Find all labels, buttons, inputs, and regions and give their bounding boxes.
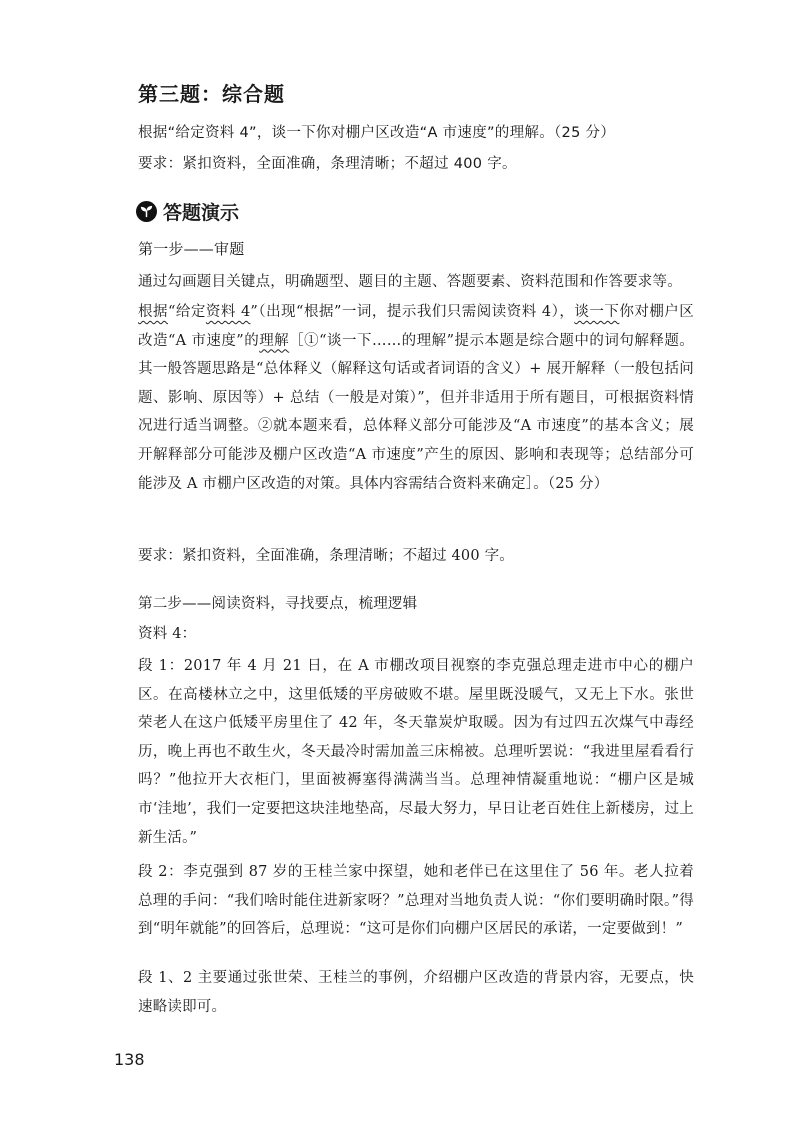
analysis-text-1: “给定: [168, 304, 206, 320]
keyword-genju: 根据: [138, 304, 168, 320]
sprout-icon: [136, 201, 157, 222]
keyword-tanyixia: 谈一下: [574, 304, 620, 320]
step1-title: 第一步——审题: [138, 240, 245, 258]
page-number: 138: [114, 1050, 145, 1069]
material-paragraph-1: 段 1：2017 年 4 月 21 日，在 A 市棚改项目视察的李克强总理走进市中心的棚户区。在高楼林立之中，这里低矮的平房破败不堪。屋里既没暖气，又无上下水。张世荣老人在这户低矮平房里住了 42 年，冬天靠炭炉取暖。因为有过四五次煤气中毒经历，晚上再也不敢生火，冬天最冷时需加盖三床棉被。总理听罢说：“我进里屋看看行吗？”他拉开大衣柜门，里面被褥塞得满满当当。总理神情凝重地说：“棚户区是城市‘洼地’，我们一定要把这块洼地垫高，尽最大努力，早日让老百姓住上新楼房，过上新生活。”: [138, 658, 694, 846]
demo-heading-label: 答题演示: [163, 202, 240, 224]
question-requirement: 要求：紧扣资料，全面准确，条理清晰；不超过 400 字。: [138, 156, 517, 172]
analysis-text-3: 你对棚户区改造“A 市速度”的: [138, 304, 695, 349]
demo-heading: [136, 198, 239, 225]
reading-summary: 段 1、2 主要通过张世荣、王桂兰的事例，介绍棚户区改造的背景内容，无要点，快速略读即可。: [138, 970, 694, 1015]
step1-intro: 通过勾画题目关键点，明确题型、题目的主题、答题要素、资料范围和作答要求等。: [138, 274, 682, 290]
material-label: 资料 4：: [138, 626, 197, 642]
keyword-lijie: 理解: [259, 332, 290, 349]
keyword-ziliao: 资料 4: [205, 304, 251, 320]
requirement-repeat: 要求：紧扣资料，全面准确，条理清晰；不超过 400 字。: [138, 548, 514, 564]
question-prompt: 根据“给定资料 4”，谈一下你对棚户区改造“A 市速度”的理解。（25 分）: [138, 125, 616, 141]
step2-title: 第二步——阅读资料，寻找要点，梳理逻辑: [138, 596, 418, 612]
question-title: 第三题：综合题: [138, 82, 285, 106]
analysis-text-4: ［①“谈一下……的理解”提示本题是综合题中的词句解释题。其一般答题思路是“总体释义（解释这句话或者词语的含义）+ 展开解释（一般包括问题、影响、原因等）+ 总结（一般是对策）”，但并非适用于所有题目，可根据资料情况进行适当调整。②就本题来看，总体释义部分可能涉及“A 市速度”的基本含义；展开解释部分可能涉及棚户区改造“A 市速度”产生的原因、影响和表现等；总结部分可能涉及 A 市棚户区改造的对策。具体内容需结合资料来确定］。（25 分）: [138, 332, 694, 492]
analysis-text-2: ”（出现“根据”一词，提示我们只需阅读资料 4），: [250, 304, 575, 320]
question-analysis: [138, 298, 694, 498]
material-paragraph-2: 段 2：李克强到 87 岁的王桂兰家中探望，她和老伴已在这里住了 56 年。老人拉着总理的手问：“我们啥时能住进新家呀？”总理对当地负责人说：“你们要明确时限。”得到“明年就能”的回答后，总理说：“这可是你们向棚户区居民的承诺，一定要做到！”: [138, 864, 694, 938]
